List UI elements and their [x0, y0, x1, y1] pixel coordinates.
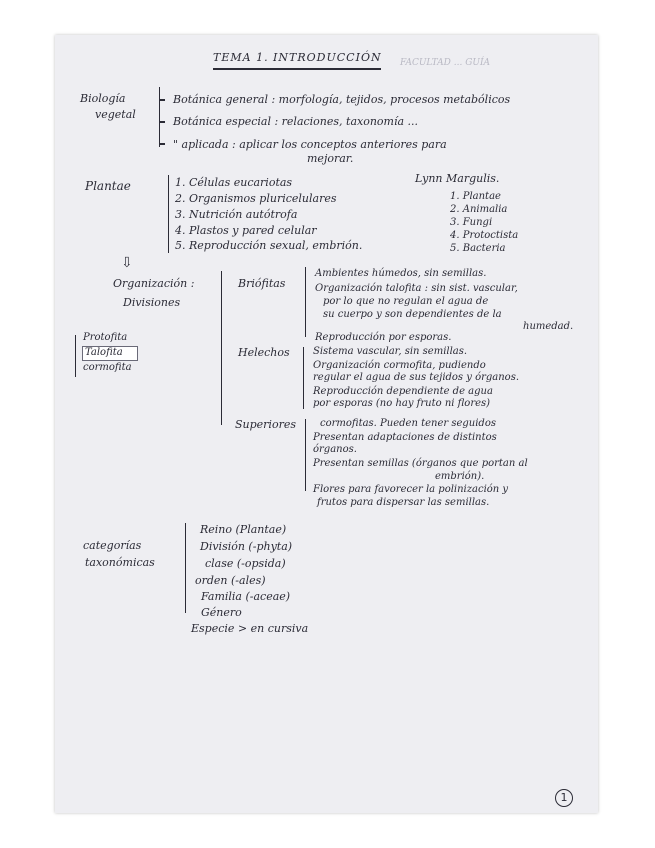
- helechos-bracket: [303, 347, 304, 409]
- plantae-item-3: 3. Nutrición autótrofa: [175, 208, 298, 221]
- biologia-item-4: mejorar.: [307, 152, 354, 165]
- faint-header-text: FACULTAD ... GUÍA: [400, 58, 491, 68]
- briofitas-label: Briófitas: [238, 277, 286, 290]
- categorias-label-line2: taxonómicas: [85, 556, 155, 569]
- briofitas-item-5: humedad.: [523, 321, 574, 332]
- briofitas-item-1: Ambientes húmedos, sin semillas.: [315, 268, 487, 279]
- biologia-item-3: " aplicada : aplicar los conceptos anteriores para: [173, 138, 447, 151]
- superiores-item-4: Presentan semillas (órganos que portan al: [313, 458, 528, 469]
- bracket-tick: [159, 143, 165, 145]
- superiores-item-2: Presentan adaptaciones de distintos: [313, 432, 497, 443]
- helechos-item-4: Reproducción dependiente de agua: [313, 386, 493, 397]
- plantae-label: Plantae: [85, 179, 131, 193]
- categoria-item-3: clase (-opsida): [205, 557, 286, 570]
- helechos-item-5: por esporas (no hay fruto ni flores): [313, 398, 491, 409]
- page-title: TEMA 1. INTRODUCCIÓN: [213, 51, 382, 64]
- notebook-page: [55, 35, 598, 813]
- superiores-item-5: embrión).: [435, 471, 485, 482]
- categoria-item-5: Familia (-aceae): [201, 590, 291, 603]
- margulis-item-2: 2. Animalia: [450, 204, 508, 215]
- side-box-line-3: cormofita: [83, 362, 132, 373]
- page-number: 1: [555, 789, 573, 807]
- helechos-item-1: Sistema vascular, sin semillas.: [313, 346, 468, 357]
- organizacion-label: Organización :: [113, 277, 195, 290]
- helechos-item-2: Organización cormofita, pudiendo: [313, 360, 486, 371]
- briofitas-item-4: su cuerpo y son dependientes de la: [323, 309, 502, 320]
- biologia-item-2: Botánica especial : relaciones, taxonomía ...: [173, 115, 419, 128]
- biologia-label-line2: vegetal: [95, 108, 136, 121]
- bracket-tick: [159, 99, 165, 101]
- helechos-item-3: regular el agua de sus tejidos y órganos.: [313, 372, 520, 383]
- briofitas-item-3: por lo que no regulan el agua de: [323, 296, 489, 307]
- categorias-bracket: [185, 523, 186, 613]
- briofitas-bracket: [305, 267, 306, 337]
- briofitas-item-6: Reproducción por esporas.: [315, 332, 452, 343]
- margulis-item-1: 1. Plantae: [450, 191, 501, 202]
- margulis-item-5: 5. Bacteria: [450, 243, 506, 254]
- superiores-item-7: frutos para dispersar las semillas.: [317, 497, 490, 508]
- bracket-tick: [159, 121, 165, 123]
- plantae-bracket: [168, 175, 169, 253]
- title-underline: [213, 68, 381, 70]
- side-box-line-2: Talofita: [85, 347, 123, 358]
- plantae-item-1: 1. Células eucariotas: [175, 176, 293, 189]
- superiores-item-1: cormofitas. Pueden tener seguidos: [320, 418, 496, 429]
- briofitas-item-2: Organización talofita : sin sist. vascular,: [315, 283, 518, 294]
- side-box-bracket: [75, 335, 76, 377]
- categoria-item-2: División (-phyta): [200, 540, 293, 553]
- margulis-item-4: 4. Protoctista: [450, 230, 519, 241]
- biologia-bracket: [159, 87, 160, 147]
- superiores-label: Superiores: [235, 418, 296, 431]
- superiores-item-6: Flores para favorecer la polinización y: [313, 484, 509, 495]
- plantae-item-4: 4. Plastos y pared celular: [175, 224, 317, 237]
- biologia-label-line1: Biología: [80, 92, 126, 105]
- margulis-title: Lynn Margulis.: [415, 172, 500, 185]
- helechos-label: Helechos: [238, 346, 290, 359]
- divisions-bracket: [221, 271, 222, 425]
- plantae-item-2: 2. Organismos pluricelulares: [175, 192, 337, 205]
- plantae-item-5: 5. Reproducción sexual, embrión.: [175, 239, 363, 252]
- biologia-item-1: Botánica general : morfología, tejidos, procesos metabólicos: [173, 93, 511, 106]
- categoria-item-4: orden (-ales): [195, 574, 266, 587]
- categorias-label-line1: categorías: [83, 539, 142, 552]
- divisiones-label: Divisiones: [123, 296, 181, 309]
- down-arrow-icon: ⇩: [121, 255, 133, 271]
- categoria-item-1: Reino (Plantae): [200, 523, 287, 536]
- superiores-bracket: [305, 419, 306, 491]
- side-box-line-1: Protofita: [83, 332, 128, 343]
- margulis-item-3: 3. Fungi: [450, 217, 493, 228]
- categoria-item-6: Género: [201, 606, 242, 619]
- superiores-item-3: órganos.: [313, 444, 357, 455]
- categoria-item-7: Especie > en cursiva: [191, 622, 309, 635]
